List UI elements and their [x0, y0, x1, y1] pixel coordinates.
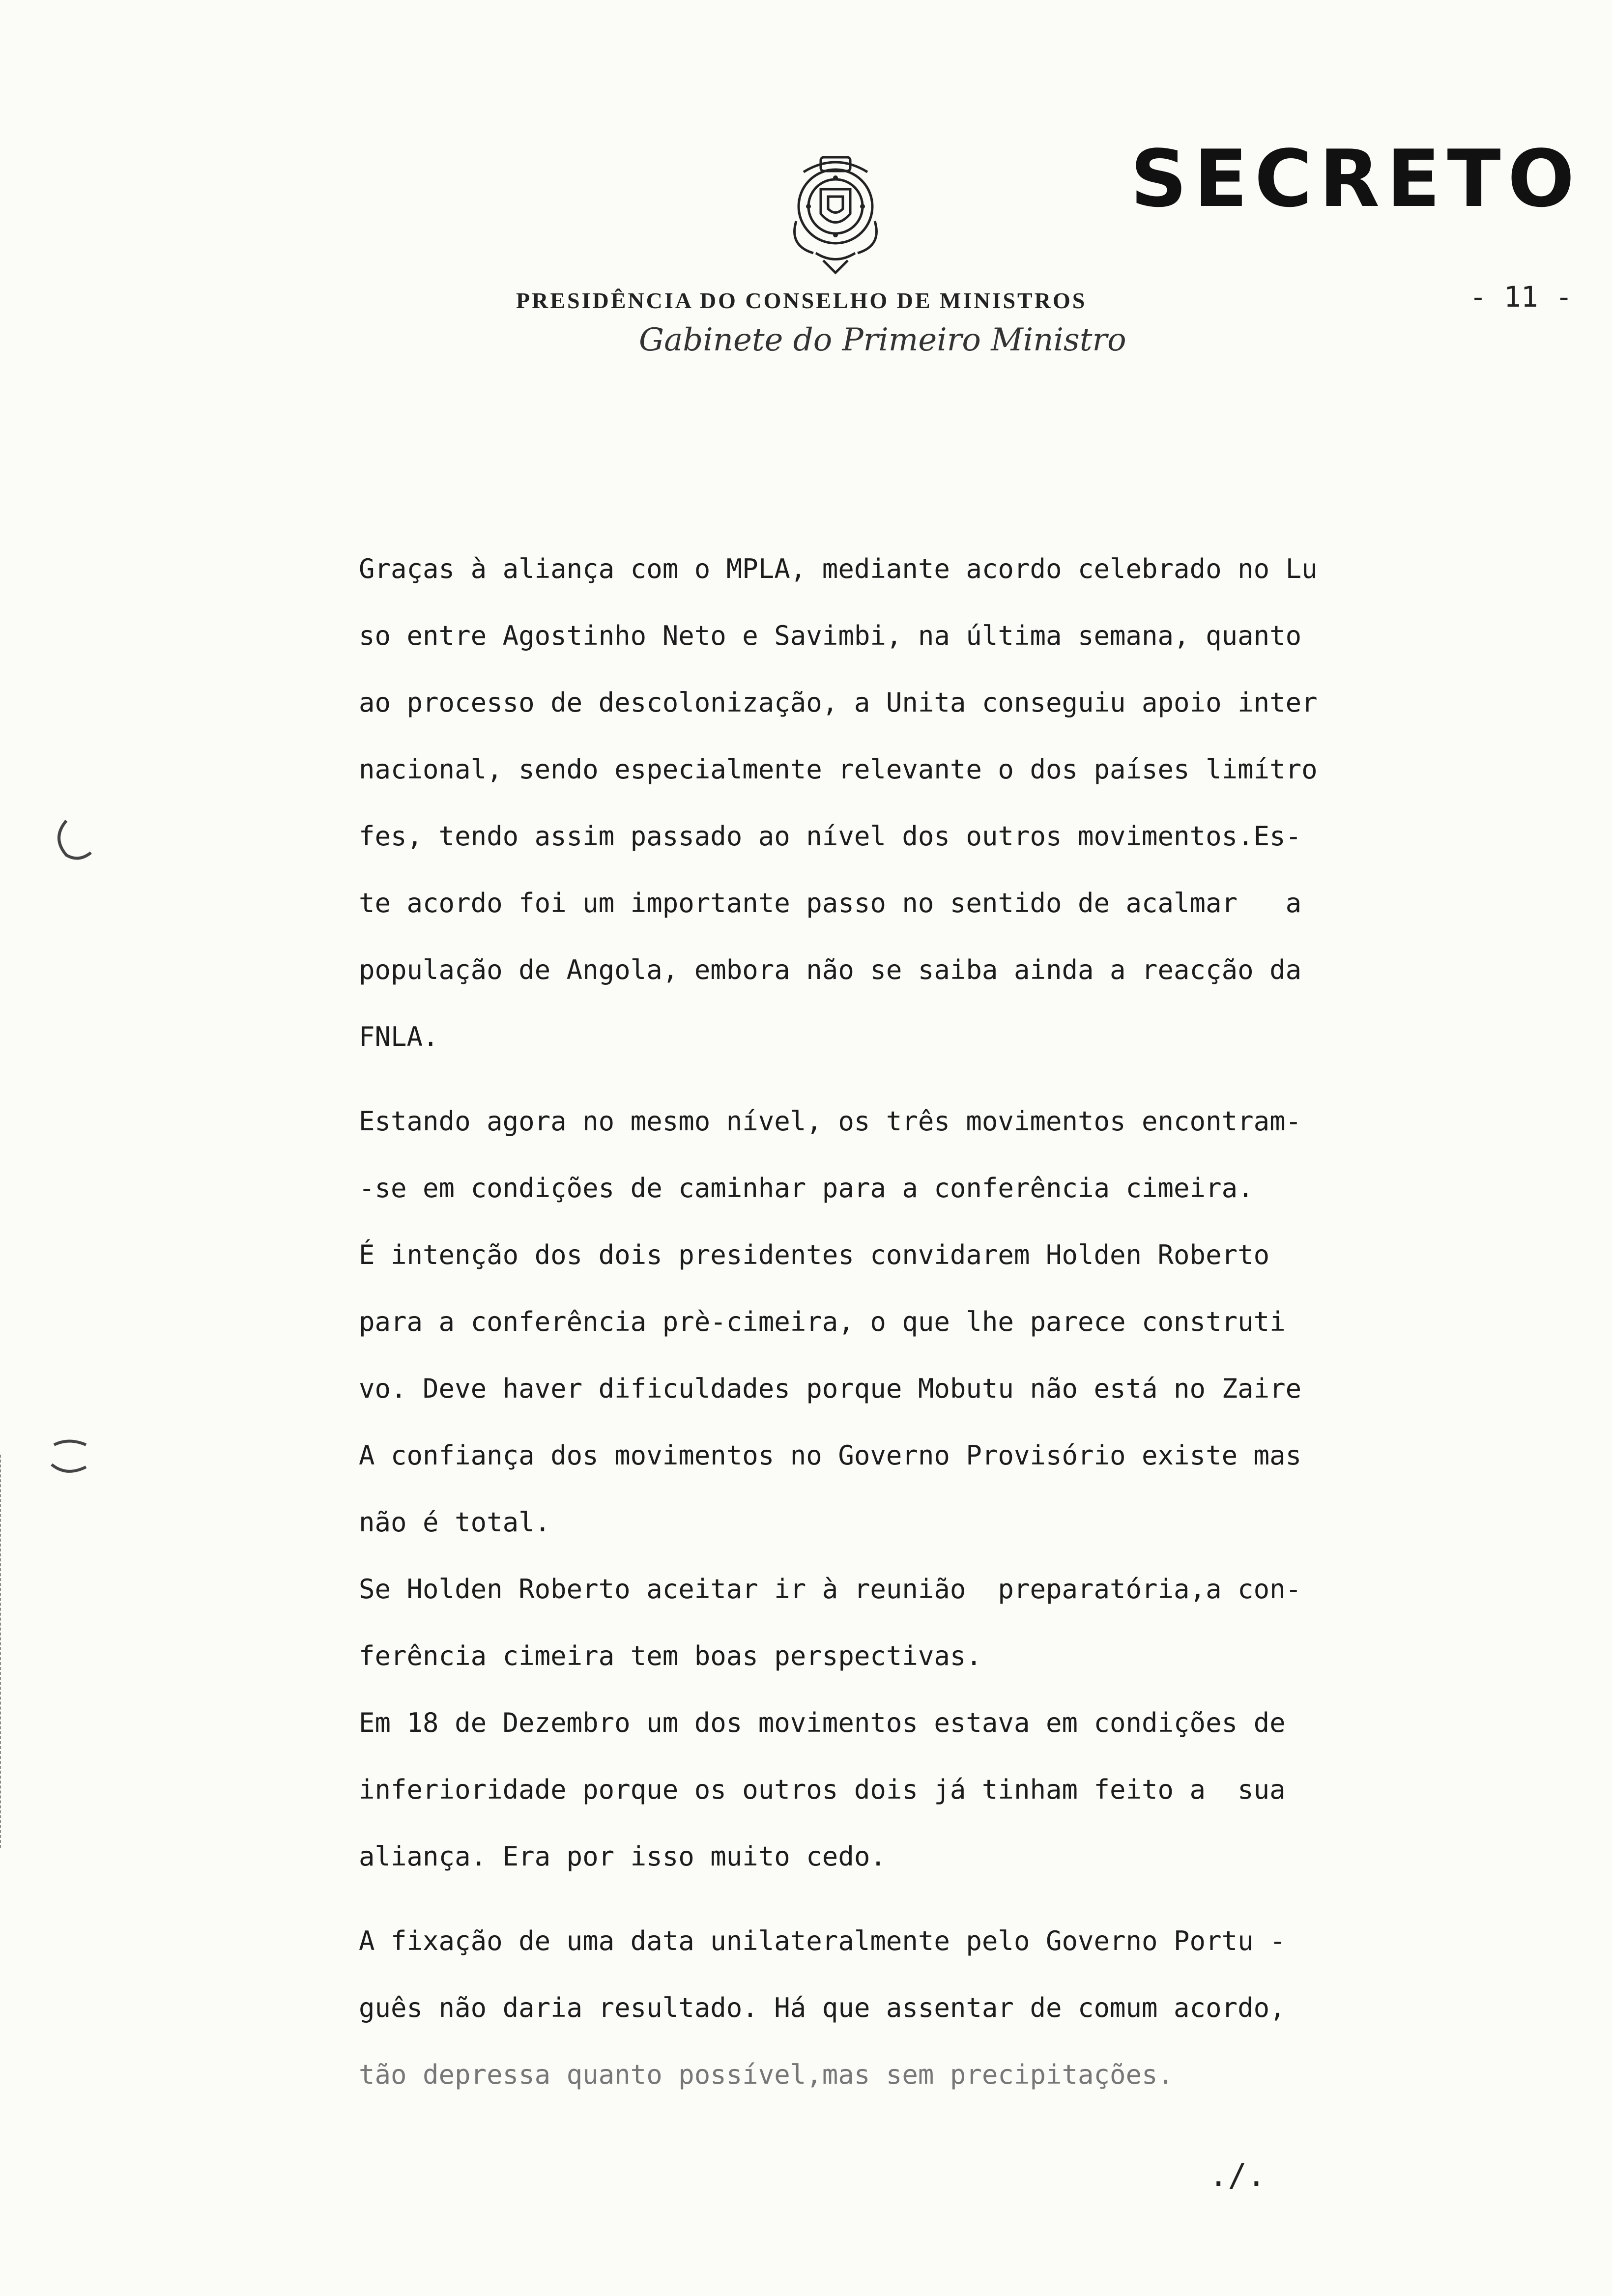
- paragraph-3: [359, 1908, 1460, 2108]
- secret-stamp: SECRETO: [1130, 133, 1582, 225]
- text-line: inferioridade porque os outros dois já tinham feito a sua: [359, 1774, 1286, 1805]
- paragraph-1: [359, 536, 1460, 1070]
- header-office: Gabinete do Primeiro Ministro: [639, 322, 1126, 358]
- text-line: ao processo de descolonização, a Unita conseguiu apoio inter: [359, 687, 1318, 718]
- text-line: vo. Deve haver dificuldades porque Mobutu não está no Zaire: [359, 1373, 1302, 1404]
- text-line: população de Angola, embora não se saiba ainda a reacção da: [359, 954, 1302, 985]
- document-body: [359, 536, 1460, 2108]
- text-line: É intenção dos dois presidentes convidarem Holden Roberto: [359, 1239, 1270, 1270]
- text-line: tão depressa quanto possível,mas sem precipitações.: [359, 2059, 1174, 2090]
- text-line: não é total.: [359, 1507, 551, 1538]
- text-line: ferência cimeira tem boas perspectivas.: [359, 1640, 982, 1671]
- text-line: Graças à aliança com o MPLA, mediante acordo celebrado no Lu: [359, 553, 1318, 584]
- text-line: A confiança dos movimentos no Governo Provisório existe mas: [359, 1440, 1302, 1471]
- header-organization: PRESIDÊNCIA DO CONSELHO DE MINISTROS: [516, 288, 1087, 313]
- text-line: Estando agora no mesmo nível, os três movimentos encontram-: [359, 1106, 1302, 1137]
- text-line: para a conferência prè-cimeira, o que lhe parece construti: [359, 1306, 1286, 1337]
- edge-mark: [0, 1455, 4, 1848]
- punch-hole-mark: [52, 816, 96, 860]
- continuation-mark: ./.: [1209, 2157, 1266, 2194]
- page-number: - 11 -: [1469, 280, 1573, 314]
- text-line: FNLA.: [359, 1021, 439, 1052]
- text-line: Se Holden Roberto aceitar ir à reunião preparatória,a con-: [359, 1574, 1302, 1605]
- text-line: -se em condições de caminhar para a conferência cimeira.: [359, 1173, 1254, 1204]
- punch-hole-mark: [47, 1435, 91, 1479]
- portugal-coat-of-arms-icon: [774, 147, 897, 275]
- text-line: aliança. Era por isso muito cedo.: [359, 1841, 886, 1872]
- text-line: te acordo foi um importante passo no sentido de acalmar a: [359, 888, 1302, 918]
- paragraph-2: [359, 1088, 1460, 1890]
- text-line: nacional, sendo especialmente relevante o dos países limítro: [359, 754, 1318, 785]
- text-line: so entre Agostinho Neto e Savimbi, na última semana, quanto: [359, 620, 1302, 651]
- text-line: A fixação de uma data unilateralmente pelo Governo Portu -: [359, 1925, 1286, 1956]
- text-line: guês não daria resultado. Há que assentar de comum acordo,: [359, 1992, 1286, 2023]
- text-line: Em 18 de Dezembro um dos movimentos estava em condições de: [359, 1707, 1286, 1738]
- text-line: fes, tendo assim passado ao nível dos outros movimentos.Es-: [359, 821, 1302, 852]
